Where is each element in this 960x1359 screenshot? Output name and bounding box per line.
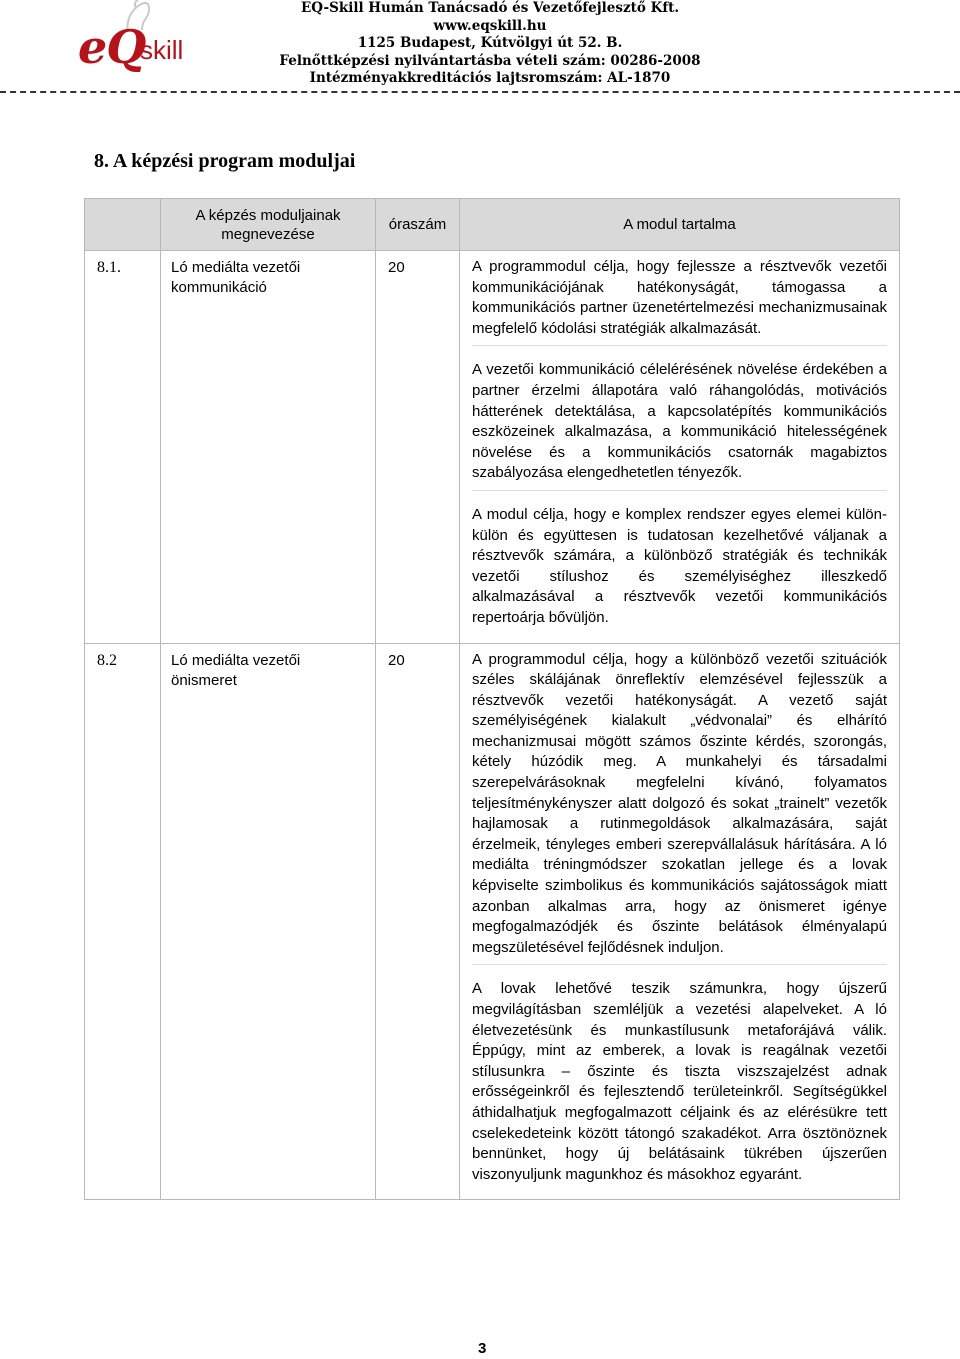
content-paragraph: A modul célja, hogy e komplex rendszer egyes elemei külön-külön és együttesen is tudatosan kezelhetővé váljanak a résztvevők számára, a különböző stratégiák és technikák vezetői stílushoz és személyiséghez illeszkedő alkalmazásával a résztvevők vezetői kommunikációs repertoárja bővüljön. — [472, 505, 887, 626]
page-header — [0, 0, 960, 92]
module-number: 8.2 — [85, 643, 161, 1200]
module-content — [460, 643, 900, 1200]
content-paragraph: A programmodul célja, hogy a különböző vezetői szituációk széles skálájának önreflektív elemzésével fejlesszük a résztvevők vezetői hatékonyságát. A vezető saját személyiségének kialakult „védvonalai” és elhárító mechanizmusai mögött számos őszinte kérdés, szorongás, kétely húzódik meg. A munkahelyi és társadalmi szerepelvárásoknak megfelelni kívánó, folyamatos teljesítménykényszer alatt dolgozó és sokat „trainelt” vezetők hajlamosak a rutinmegoldások alkalmazására, saját érzelmeik, tényleges emberi szerepvállalásuk hárítására. A ló mediálta tréningmódszer szokatlan jellege és a lovak képviselte szimbolikus és kommunikációs sajátosságok miatt azonban alkalmas arra, hogy az önismeret igénye megfogalmazódjék és őszinte belátások élményalapú megszületésével fejlődésnek induljon. — [472, 650, 887, 966]
header-module-name: A képzés moduljainak megnevezése — [161, 199, 376, 251]
header-number — [85, 199, 161, 251]
header-divider — [0, 91, 960, 93]
company-info — [230, 0, 750, 88]
logo-eq-text: eQ — [78, 20, 146, 74]
module-hours: 20 — [376, 251, 460, 644]
header-hours: óraszám — [376, 199, 460, 251]
logo-skill-text: skill — [140, 35, 184, 65]
company-logo — [78, 0, 198, 80]
accreditation-number: Intézményakkreditációs lajtsromszám: AL-1870 — [309, 70, 671, 86]
content-paragraph: A vezetői kommunikáció célelérésének növelése érdekében a partner érzelmi állapotára való ráhangolódás, motivációs hátterének detektálása, a kapcsolatépítés kommunikációs eszközeinek alkalmazása, a kommunikáció hitelességének növelése és a kommunikációs csatornák magabiztos szabályozása elengedhetetlen tényezők. — [472, 360, 887, 491]
table-header-row — [85, 199, 900, 251]
company-website: www.eqskill.hu — [433, 17, 547, 34]
company-address: 1125 Budapest, Kútvölgyi út 52. B. — [357, 35, 623, 51]
content-paragraph: A programmodul célja, hogy fejlessze a résztvevők vezetői kommunikációjának hatékonyságát, támogassa a kommunikációs partner üzenetértelmezési mechanizmusainak megfelelő kódolási stratégiák alkalmazását. — [472, 257, 887, 346]
module-hours: 20 — [376, 643, 460, 1200]
modules-table — [84, 198, 900, 1200]
page-number: 3 — [478, 1340, 487, 1357]
table-row — [85, 643, 900, 1200]
module-number: 8.1. — [85, 251, 161, 644]
table-row — [85, 251, 900, 644]
module-name: Ló mediálta vezetői kommunikáció — [161, 251, 376, 644]
content-paragraph: A lovak lehetővé teszik számunkra, hogy újszerű megvilágításban szemléljük a vezetési alapelveket. A ló életvezetésünk és munkastílusunk metaforájává válik. Éppúgy, mint az emberek, a lovak is reagálnak vezetői stílusunkra – őszinte és tiszta viszszajelzést adnak erősségeinkről és fejlesztendő területeinkről. Segítségükkel áthidalhatjuk megfogalmazott céljaink és az elérésükre tett cselekedeteink között tátongó szakadékot. Arra ösztönöznek bennünket, hogy új belátásaink tükrében újszerűen viszonyuljunk magunkhoz és másokhoz egyaránt. — [472, 980, 887, 1183]
registration-number: Felnőttképzési nyilvántartásba vételi szám: 00286-2008 — [279, 52, 701, 69]
section-title: 8. A képzési program moduljai — [94, 150, 356, 172]
header-content: A modul tartalma — [460, 199, 900, 251]
module-name: Ló mediálta vezetői önismeret — [161, 643, 376, 1200]
module-content — [460, 251, 900, 644]
company-name: EQ-Skill Humán Tanácsadó és Vezetőfejlesztő Kft. — [300, 0, 680, 16]
